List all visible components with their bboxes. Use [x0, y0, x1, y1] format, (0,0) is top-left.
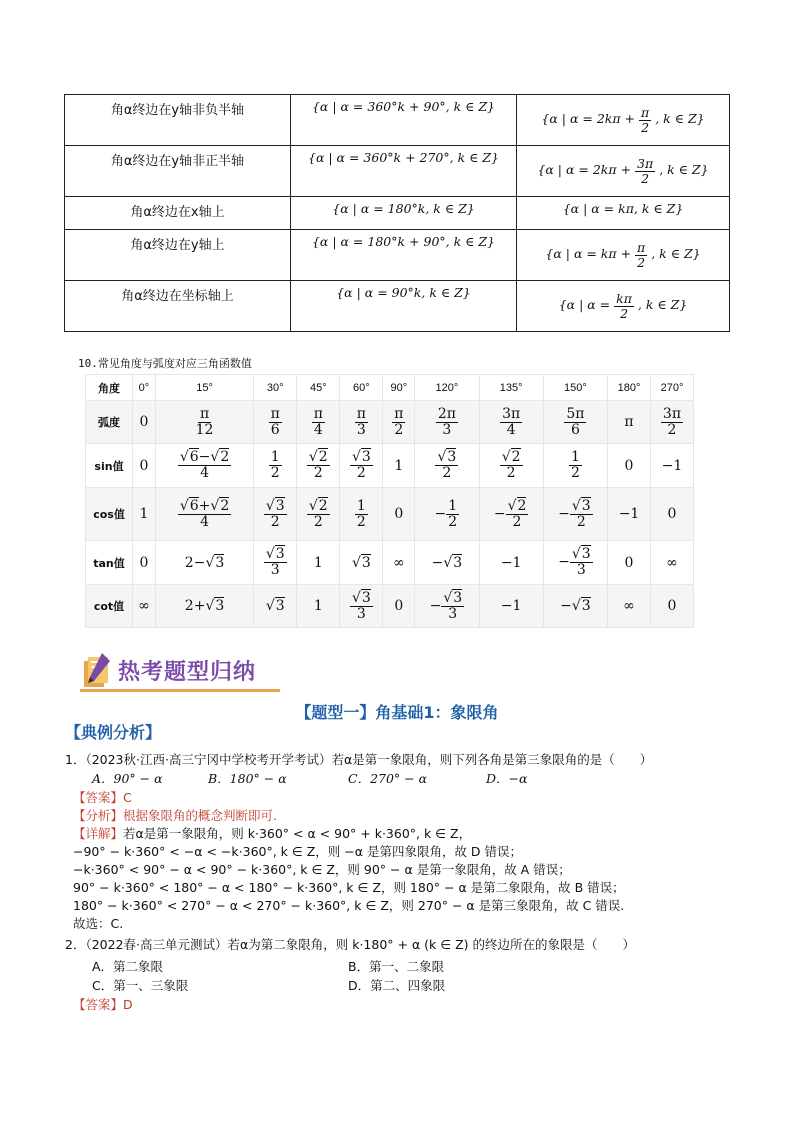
trig-cell: 15° — [155, 375, 253, 401]
trig-cell: 0 — [133, 401, 156, 444]
detail-tag: 【详解】 — [73, 826, 124, 841]
trig-cell: √3 — [254, 585, 297, 628]
trig-cell: $\frac{√6+√2}{4}$ — [155, 488, 253, 541]
rad-suffix: , k ∈ Z} — [659, 162, 709, 178]
trig-row-cos — [86, 488, 694, 541]
trig-cell: 0 — [650, 585, 693, 628]
q1-detail-line — [73, 825, 471, 843]
rad-prefix: {α | α = 2kπ + — [537, 162, 632, 178]
axis-degree-set: {α | α = 180°k + 90°, k ∈ Z} — [291, 230, 517, 281]
trig-cell: $\frac{\pi}{3}$ — [340, 401, 383, 444]
axis-label: 角α终边在x轴上 — [65, 197, 291, 230]
trig-cell: $\frac{√6-√2}{4}$ — [155, 444, 253, 488]
trig-cell: 270° — [650, 375, 693, 401]
q2-option-c: C．第一、三象限 — [92, 978, 189, 993]
trig-cell: −√3 — [415, 541, 479, 585]
rad-prefix: {α | α = kπ + — [545, 246, 632, 262]
trig-cell: $\frac{√2}{2}$ — [297, 488, 340, 541]
trig-cell: ∞ — [608, 585, 651, 628]
trig-cell: 0 — [650, 488, 693, 541]
trig-cell: $\frac{√3}{2}$ — [340, 444, 383, 488]
answer-tag: 【答案】 — [73, 997, 124, 1012]
banner-title: 热考题型归纳 — [118, 660, 257, 685]
banner-underline — [80, 689, 280, 692]
trig-row-label: cot值 — [86, 585, 133, 628]
q1-option-b: B．180° − α — [208, 771, 287, 786]
trig-cell: $\frac{\pi}{4}$ — [297, 401, 340, 444]
trig-cell: 1 — [297, 585, 340, 628]
rad-num: π — [641, 105, 650, 121]
rad-den: 2 — [641, 170, 650, 186]
q1-analysis — [73, 807, 277, 825]
example-heading: 【典例分析】 — [65, 723, 162, 742]
q1-answer — [73, 789, 132, 807]
trig-cell: $\frac{√2}{2}$ — [297, 444, 340, 488]
trig-cell: $\frac{√3}{2}$ — [415, 444, 479, 488]
rad-den: 2 — [637, 254, 646, 270]
rad-num: kπ — [616, 291, 632, 307]
trig-cell: −√3 — [543, 585, 607, 628]
q2-option-b: B．第一、二象限 — [348, 959, 445, 974]
trig-cell: $\frac{3\pi}{4}$ — [479, 401, 543, 444]
trig-cell: $\frac{\pi}{12}$ — [155, 401, 253, 444]
trig-cell: ∞ — [383, 541, 415, 585]
trig-cell: $\frac{\pi}{2}$ — [383, 401, 415, 444]
banner — [80, 651, 310, 691]
trig-cell: 45° — [297, 375, 340, 401]
rad-prefix: {α | α = — [558, 297, 611, 313]
detail-text: 若α是第一象限角，则 k·360° < α < 90° + k·360°, k ∈ Z， — [123, 826, 472, 841]
trig-cell: 0 — [383, 585, 415, 628]
trig-cell: 2−√3 — [155, 541, 253, 585]
trig-cell: 60° — [340, 375, 383, 401]
rad-suffix: , k ∈ Z} — [637, 297, 688, 313]
axis-row — [65, 230, 730, 281]
q1-detail-line: −90° − k·360° < −α < −k·360°, k ∈ Z，则 −α 是第四象限角，故 D 错误； — [73, 844, 523, 859]
trig-cell: − $\frac{√3}{3}$ — [415, 585, 479, 628]
axis-degree-set: {α | α = 360°k + 90°, k ∈ Z} — [291, 95, 517, 146]
trig-cell: $\frac{√3}{3}$ — [254, 541, 297, 585]
trig-cell: 150° — [543, 375, 607, 401]
trig-cell: −1 — [479, 585, 543, 628]
q2-option-a: A．第二象限 — [92, 959, 164, 974]
trig-cell: −1 — [608, 488, 651, 541]
rad-suffix: , k ∈ Z} — [655, 111, 705, 127]
trig-cell: $\frac{1}{2}$ — [543, 444, 607, 488]
rad-fraction — [635, 241, 647, 268]
axis-label: 角α终边在y轴上 — [65, 230, 291, 281]
trig-cell: 2+√3 — [155, 585, 253, 628]
trig-cell: 0 — [133, 444, 156, 488]
rad-num: 3π — [637, 156, 654, 172]
trig-row-label: 角度 — [86, 375, 133, 401]
axis-degree-set: {α | α = 360°k + 270°, k ∈ Z} — [291, 146, 517, 197]
book-pencil-icon — [80, 651, 114, 691]
trig-cell: − $\frac{√3}{2}$ — [543, 488, 607, 541]
rad-suffix: , k ∈ Z} — [651, 246, 701, 262]
trig-cell: 180° — [608, 375, 651, 401]
q1-detail-line: −k·360° < 90° − α < 90° − k·360°, k ∈ Z，则 90° − α 是第一象限角，故 A 错误； — [73, 862, 571, 877]
rad-fraction — [635, 157, 655, 184]
answer-value: D — [123, 997, 133, 1012]
q1-detail-line: 180° − k·360° < 270° − α < 270° − k·360°, k ∈ Z，则 270° − α 是第三象限角，故 C 错误. — [73, 898, 625, 913]
trig-row-label: sin值 — [86, 444, 133, 488]
axis-label: 角α终边在y轴非负半轴 — [65, 95, 291, 146]
axis-angle-table — [64, 94, 730, 332]
trig-cell: $\frac{\pi}{6}$ — [254, 401, 297, 444]
trig-row-label: tan值 — [86, 541, 133, 585]
trig-cell: ∞ — [133, 585, 156, 628]
rad-num: π — [637, 240, 646, 256]
axis-radian-set — [517, 95, 730, 146]
axis-row — [65, 146, 730, 197]
trig-row-label: cos值 — [86, 488, 133, 541]
q1-detail-line: 90° − k·360° < 180° − α < 180° − k·360°, k ∈ Z，则 180° − α 是第二象限角，故 B 错误； — [73, 880, 625, 895]
axis-radian-set — [517, 146, 730, 197]
trig-cell: 0° — [133, 375, 156, 401]
trig-cell: $\frac{5\pi}{6}$ — [543, 401, 607, 444]
trig-cell: $\frac{√3}{3}$ — [340, 585, 383, 628]
trig-cell: 30° — [254, 375, 297, 401]
rad-fraction — [639, 106, 651, 133]
q2-stem: 2．（2022春·高三单元测试）若α为第二象限角，则 k·180° + α (k ∈ Z) 的终边所在的象限是（ ） — [65, 937, 636, 952]
trig-cell: $\frac{√3}{2}$ — [254, 488, 297, 541]
answer-value: C — [123, 790, 132, 805]
section-title: 10.常见角度与弧度对应三角函数值 — [78, 357, 252, 370]
trig-cell: 0 — [608, 444, 651, 488]
axis-label: 角α终边在y轴非正半轴 — [65, 146, 291, 197]
axis-radian-set — [517, 230, 730, 281]
q1-conclusion: 故选：C. — [73, 916, 124, 931]
trig-cell: π — [608, 401, 651, 444]
trig-cell: √3 — [340, 541, 383, 585]
axis-row — [65, 197, 730, 230]
trig-cell: −1 — [650, 444, 693, 488]
trig-cell: 90° — [383, 375, 415, 401]
trig-cell: 1 — [297, 541, 340, 585]
trig-cell: 0 — [383, 488, 415, 541]
trig-cell: $\frac{1}{2}$ — [340, 488, 383, 541]
trig-cell: ∞ — [650, 541, 693, 585]
trig-cell: − $\frac{√3}{3}$ — [543, 541, 607, 585]
trig-cell: $\frac{1}{2}$ — [254, 444, 297, 488]
q2-answer — [73, 996, 133, 1014]
trig-cell: 0 — [133, 541, 156, 585]
trig-cell: 135° — [479, 375, 543, 401]
analysis-text: 根据象限角的概念判断即可. — [123, 808, 277, 823]
axis-radian-set: {α | α = kπ, k ∈ Z} — [517, 197, 730, 230]
answer-tag: 【答案】 — [73, 790, 124, 805]
trig-value-table — [85, 374, 694, 628]
q1-option-a: A．90° − α — [92, 771, 163, 786]
trig-cell: $\frac{√2}{2}$ — [479, 444, 543, 488]
trig-row-cot — [86, 585, 694, 628]
rad-den: 2 — [641, 119, 650, 135]
trig-cell: 1 — [383, 444, 415, 488]
trig-cell: 120° — [415, 375, 479, 401]
q1-option-d: D．−α — [486, 771, 528, 786]
trig-row-label: 弧度 — [86, 401, 133, 444]
rad-prefix: {α | α = 2kπ + — [541, 111, 636, 127]
axis-degree-set: {α | α = 180°k, k ∈ Z} — [291, 197, 517, 230]
trig-cell: − $\frac{1}{2}$ — [415, 488, 479, 541]
q2-option-d: D．第二、四象限 — [348, 978, 446, 993]
trig-cell: $\frac{2\pi}{3}$ — [415, 401, 479, 444]
q1-stem: 1．（2023秋·江西·高三宁冈中学校考开学考试）若α是第一象限角，则下列各角是第三象限角的是（ ） — [65, 752, 653, 767]
q1-option-c: C．270° − α — [348, 771, 428, 786]
trig-cell: $\frac{3\pi}{2}$ — [650, 401, 693, 444]
axis-radian-set — [517, 281, 730, 332]
trig-cell: − $\frac{√2}{2}$ — [479, 488, 543, 541]
axis-label: 角α终边在坐标轴上 — [65, 281, 291, 332]
rad-fraction — [614, 292, 634, 319]
axis-row — [65, 281, 730, 332]
trig-row-degrees — [86, 375, 694, 401]
trig-row-sin — [86, 444, 694, 488]
rad-den: 2 — [620, 305, 629, 321]
trig-cell: 1 — [133, 488, 156, 541]
axis-row — [65, 95, 730, 146]
trig-cell: −1 — [479, 541, 543, 585]
question-type-heading: 【题型一】角基础1：象限角 — [295, 703, 499, 722]
trig-cell: 0 — [608, 541, 651, 585]
trig-row-radians — [86, 401, 694, 444]
axis-degree-set: {α | α = 90°k, k ∈ Z} — [291, 281, 517, 332]
analysis-tag: 【分析】 — [73, 808, 124, 823]
trig-row-tan — [86, 541, 694, 585]
